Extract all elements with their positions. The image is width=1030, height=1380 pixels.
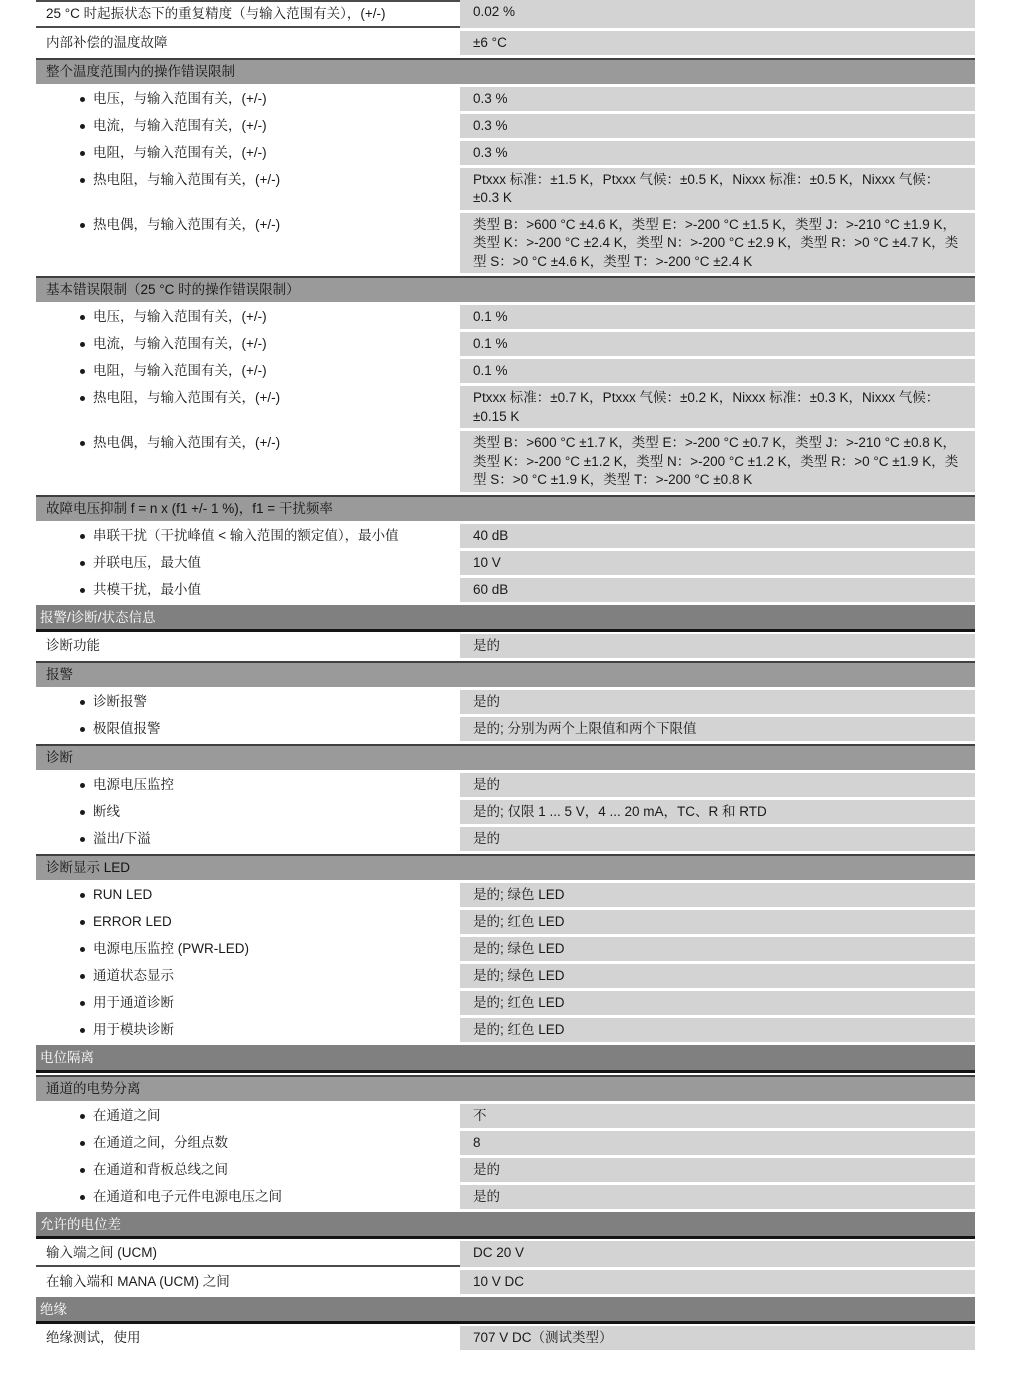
property-cell bbox=[36, 386, 460, 428]
property-cell bbox=[36, 1131, 460, 1155]
property-label: 热电阻，与输入范围有关，(+/-) bbox=[93, 390, 281, 405]
property-value: 是的; 仅限 1 ... 5 V，4 ... 20 mA，TC、R 和 RTD bbox=[460, 800, 975, 824]
spec-row bbox=[36, 827, 975, 851]
property-label: 在通道之间 bbox=[93, 1107, 161, 1123]
subsection-header-label: 故障电压抑制 f = n x (f1 +/- 1 %)，f1 = 干扰频率 bbox=[46, 500, 333, 516]
bullet-icon bbox=[80, 369, 85, 374]
property-cell bbox=[36, 1326, 460, 1350]
bullet-icon bbox=[80, 151, 85, 156]
bullet-icon bbox=[80, 1028, 85, 1033]
section-header-label: 电位隔离 bbox=[40, 1050, 94, 1065]
bullet-icon bbox=[80, 700, 85, 705]
subsection-header-label: 诊断 bbox=[46, 750, 73, 765]
property-label: 并联电压，最大值 bbox=[93, 554, 201, 570]
section-header bbox=[36, 1297, 975, 1325]
property-cell bbox=[36, 141, 460, 165]
bullet-icon bbox=[80, 342, 85, 347]
property-cell bbox=[36, 1158, 460, 1182]
property-label: 电阻，与输入范围有关，(+/-) bbox=[93, 144, 267, 160]
property-value: DC 20 V bbox=[460, 1241, 975, 1267]
property-label: 用于模块诊断 bbox=[93, 1022, 174, 1037]
section-header-label: 允许的电位差 bbox=[40, 1216, 121, 1232]
bullet-icon bbox=[80, 837, 85, 842]
property-cell bbox=[36, 1270, 460, 1294]
property-cell bbox=[36, 213, 460, 274]
property-label: 通道状态显示 bbox=[93, 968, 174, 983]
section-header bbox=[36, 1212, 975, 1240]
property-label: 极限值报警 bbox=[93, 721, 161, 736]
property-cell bbox=[36, 431, 460, 492]
bullet-icon bbox=[80, 1114, 85, 1119]
spec-row bbox=[36, 717, 975, 741]
bullet-icon bbox=[80, 810, 85, 815]
property-value: 是的 bbox=[460, 1185, 975, 1209]
bullet-icon bbox=[80, 588, 85, 593]
property-cell bbox=[36, 910, 460, 934]
spec-row bbox=[36, 305, 975, 329]
property-label: 25 °C 时起振状态下的重复精度（与输入范围有关），(+/-) bbox=[46, 6, 386, 21]
spec-table bbox=[36, 0, 975, 1353]
spec-row bbox=[36, 551, 975, 575]
property-label: RUN LED bbox=[93, 887, 153, 902]
subsection-header-label: 诊断显示 LED bbox=[46, 860, 131, 875]
property-value: 0.02 % bbox=[460, 0, 975, 28]
property-value: 0.1 % bbox=[460, 332, 975, 356]
bullet-icon bbox=[80, 974, 85, 979]
bullet-icon bbox=[80, 920, 85, 925]
property-label: 电流，与输入范围有关，(+/-) bbox=[93, 336, 267, 351]
property-label: ERROR LED bbox=[93, 914, 172, 929]
property-value: 0.1 % bbox=[460, 305, 975, 329]
spec-row bbox=[36, 1018, 975, 1042]
bullet-icon bbox=[80, 178, 85, 183]
property-value: 是的 bbox=[460, 773, 975, 797]
property-cell bbox=[36, 31, 460, 55]
property-label: 共模干扰，最小值 bbox=[93, 581, 201, 597]
property-cell bbox=[36, 773, 460, 797]
section-header bbox=[36, 1045, 975, 1073]
spec-row bbox=[36, 578, 975, 602]
property-value: 是的; 绿色 LED bbox=[460, 937, 975, 961]
spec-row bbox=[36, 964, 975, 988]
subsection-header bbox=[36, 661, 975, 687]
property-cell bbox=[36, 717, 460, 741]
subsection-header-label: 报警 bbox=[46, 667, 73, 682]
property-value: Ptxxx 标准：±0.7 K，Ptxxx 气候：±0.2 K，Nixxx 标准：±0.3 K，Nixxx 气候：±0.15 K bbox=[460, 386, 975, 428]
property-cell bbox=[36, 305, 460, 329]
spec-row bbox=[36, 1270, 975, 1294]
spec-row bbox=[36, 332, 975, 356]
bullet-icon bbox=[80, 893, 85, 898]
property-value: 是的; 绿色 LED bbox=[460, 883, 975, 907]
property-label: 在通道和电子元件电源电压之间 bbox=[93, 1188, 282, 1204]
spec-row bbox=[36, 87, 975, 111]
property-value: 是的; 红色 LED bbox=[460, 1018, 975, 1042]
spec-row bbox=[36, 168, 975, 210]
bullet-icon bbox=[80, 1168, 85, 1173]
spec-row bbox=[36, 114, 975, 138]
property-value: 10 V bbox=[460, 551, 975, 575]
spec-row bbox=[36, 213, 975, 274]
subsection-header bbox=[36, 58, 975, 84]
spec-row bbox=[36, 800, 975, 824]
property-label: 溢出/下溢 bbox=[93, 831, 151, 846]
spec-row bbox=[36, 31, 975, 55]
spec-row bbox=[36, 991, 975, 1015]
property-label: 热电偶，与输入范围有关，(+/-) bbox=[93, 435, 281, 450]
property-cell bbox=[36, 578, 460, 602]
property-label: 热电阻，与输入范围有关，(+/-) bbox=[93, 171, 281, 187]
property-cell bbox=[36, 332, 460, 356]
property-value: 0.3 % bbox=[460, 114, 975, 138]
property-cell bbox=[36, 964, 460, 988]
property-value: 8 bbox=[460, 1131, 975, 1155]
property-cell bbox=[36, 114, 460, 138]
bullet-icon bbox=[80, 97, 85, 102]
property-value: 0.3 % bbox=[460, 87, 975, 111]
property-value: 0.3 % bbox=[460, 141, 975, 165]
subsection-header bbox=[36, 276, 975, 302]
bullet-icon bbox=[80, 315, 85, 320]
spec-row bbox=[36, 0, 975, 28]
property-value: 60 dB bbox=[460, 578, 975, 602]
property-value: 类型 B：>600 °C ±1.7 K，类型 E：>-200 °C ±0.7 K，类型 J：>-210 °C ±0.8 K，类型 K：>-200 °C ±1.2 K，类型 N：>-200 °C ±1.2 K，类型 R：>0 °C ±1.9 K，类型 S：>0 °C ±1.9 K，类型 T：>-200 °C ±0.8 K bbox=[460, 431, 975, 492]
property-cell bbox=[36, 87, 460, 111]
bullet-icon bbox=[80, 396, 85, 401]
spec-row bbox=[36, 386, 975, 428]
property-label: 在输入端和 MANA (UCM) 之间 bbox=[46, 1273, 230, 1289]
section-header-label: 报警/诊断/状态信息 bbox=[40, 609, 156, 625]
subsection-header-label: 整个温度范围内的操作错误限制 bbox=[46, 63, 235, 79]
spec-row bbox=[36, 634, 975, 658]
property-cell bbox=[36, 524, 460, 548]
spec-row bbox=[36, 937, 975, 961]
property-cell bbox=[36, 359, 460, 383]
spec-row bbox=[36, 1326, 975, 1350]
property-value: 是的; 红色 LED bbox=[460, 910, 975, 934]
property-label: 用于通道诊断 bbox=[93, 995, 174, 1010]
spec-row bbox=[36, 910, 975, 934]
property-label: 电压，与输入范围有关，(+/-) bbox=[93, 90, 267, 106]
property-cell bbox=[36, 800, 460, 824]
property-label: 在通道和背板总线之间 bbox=[93, 1161, 228, 1177]
property-cell bbox=[36, 634, 460, 658]
property-cell bbox=[36, 1185, 460, 1209]
property-value: 是的 bbox=[460, 690, 975, 714]
property-label: 电流，与输入范围有关，(+/-) bbox=[93, 117, 267, 133]
property-value: 707 V DC（测试类型） bbox=[460, 1326, 975, 1350]
property-value: 0.1 % bbox=[460, 359, 975, 383]
spec-row bbox=[36, 1241, 975, 1267]
property-label: 在通道之间，分组点数 bbox=[93, 1134, 228, 1150]
subsection-header bbox=[36, 495, 975, 521]
spec-row bbox=[36, 1185, 975, 1209]
property-cell bbox=[36, 883, 460, 907]
bullet-icon bbox=[80, 783, 85, 788]
property-cell bbox=[36, 168, 460, 210]
property-cell bbox=[36, 0, 460, 28]
bullet-icon bbox=[80, 534, 85, 539]
property-label: 输入端之间 (UCM) bbox=[46, 1245, 157, 1260]
spec-row bbox=[36, 359, 975, 383]
property-cell bbox=[36, 991, 460, 1015]
subsection-header-label: 通道的电势分离 bbox=[46, 1080, 141, 1096]
property-value: 是的; 红色 LED bbox=[460, 991, 975, 1015]
property-cell bbox=[36, 937, 460, 961]
spec-row bbox=[36, 431, 975, 492]
subsection-header-label: 基本错误限制（25 °C 时的操作错误限制） bbox=[46, 282, 300, 297]
property-label: 电源电压监控 (PWR-LED) bbox=[93, 941, 249, 956]
bullet-icon bbox=[80, 1001, 85, 1006]
spec-row bbox=[36, 141, 975, 165]
property-label: 诊断功能 bbox=[46, 638, 100, 653]
property-cell bbox=[36, 1018, 460, 1042]
property-label: 断线 bbox=[93, 804, 120, 819]
spec-row bbox=[36, 1131, 975, 1155]
property-label: 绝缘测试，使用 bbox=[46, 1330, 141, 1345]
bullet-icon bbox=[80, 561, 85, 566]
property-value: 是的; 绿色 LED bbox=[460, 964, 975, 988]
property-value: 10 V DC bbox=[460, 1270, 975, 1294]
property-value: 是的 bbox=[460, 634, 975, 658]
spec-row bbox=[36, 773, 975, 797]
property-value: 是的 bbox=[460, 827, 975, 851]
section-header bbox=[36, 605, 975, 633]
bullet-icon bbox=[80, 441, 85, 446]
property-value: 40 dB bbox=[460, 524, 975, 548]
property-value: 不 bbox=[460, 1104, 975, 1128]
property-cell bbox=[36, 1241, 460, 1267]
property-value: 类型 B：>600 °C ±4.6 K，类型 E：>-200 °C ±1.5 K，类型 J：>-210 °C ±1.9 K，类型 K：>-200 °C ±2.4 K，类型 N：>-200 °C ±2.9 K，类型 R：>0 °C ±4.7 K，类型 S：>0 °C ±4.6 K，类型 T：>-200 °C ±2.4 K bbox=[460, 213, 975, 274]
property-label: 电压，与输入范围有关，(+/-) bbox=[93, 309, 267, 324]
property-label: 内部补偿的温度故障 bbox=[46, 34, 168, 50]
subsection-header bbox=[36, 854, 975, 880]
bullet-icon bbox=[80, 1141, 85, 1146]
bullet-icon bbox=[80, 223, 85, 228]
property-cell bbox=[36, 827, 460, 851]
section-header-label: 绝缘 bbox=[40, 1301, 67, 1317]
property-label: 电源电压监控 bbox=[93, 777, 174, 792]
subsection-header bbox=[36, 744, 975, 770]
spec-row bbox=[36, 690, 975, 714]
spec-row bbox=[36, 1158, 975, 1182]
bullet-icon bbox=[80, 124, 85, 129]
subsection-header bbox=[36, 1075, 975, 1101]
property-value: ±6 °C bbox=[460, 31, 975, 55]
property-label: 串联干扰（干扰峰值 < 输入范围的额定值），最小值 bbox=[93, 527, 399, 543]
property-label: 热电偶，与输入范围有关，(+/-) bbox=[93, 216, 281, 232]
property-cell bbox=[36, 690, 460, 714]
spec-row bbox=[36, 1104, 975, 1128]
bullet-icon bbox=[80, 727, 85, 732]
property-cell bbox=[36, 551, 460, 575]
spec-row bbox=[36, 524, 975, 548]
property-cell bbox=[36, 1104, 460, 1128]
spec-row bbox=[36, 883, 975, 907]
bullet-icon bbox=[80, 947, 85, 952]
property-value: Ptxxx 标准：±1.5 K，Ptxxx 气候：±0.5 K，Nixxx 标准：±0.5 K，Nixxx 气候：±0.3 K bbox=[460, 168, 975, 210]
property-value: 是的; 分别为两个上限值和两个下限值 bbox=[460, 717, 975, 741]
property-value: 是的 bbox=[460, 1158, 975, 1182]
property-label: 诊断报警 bbox=[93, 694, 147, 709]
bullet-icon bbox=[80, 1195, 85, 1200]
property-label: 电阻，与输入范围有关，(+/-) bbox=[93, 363, 267, 378]
